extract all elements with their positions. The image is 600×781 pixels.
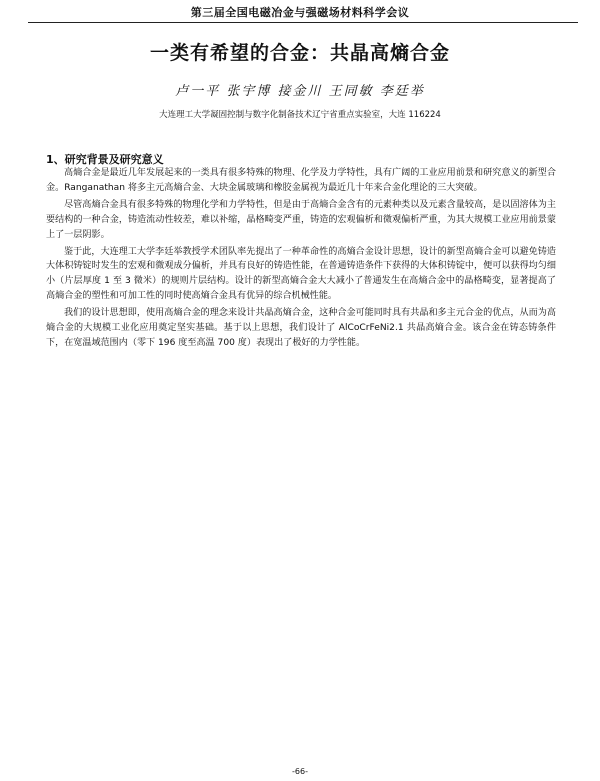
conference-header: 第三届全国电磁冶金与强磁场材料科学会议 xyxy=(190,6,410,19)
section-body xyxy=(46,166,556,353)
paper-affiliation: 大连理工大学凝固控制与数字化制备技术辽宁省重点实验室，大连 116224 xyxy=(159,110,441,120)
section-heading: 1、研究背景及研究意义 xyxy=(46,153,164,166)
paragraph-2: 尽管高熵合金具有很多特殊的物理化学和力学特性，但是由于高熵合金含有的元素种类以及元素含量较高，是以固溶体为主要结构的一种合金，铸造流动性较差，难以补缩，晶格畸变严重，铸造的宏观偏析和微观偏析严重，为其大规模工业应用前景蒙上了一层阴影。 xyxy=(46,199,556,240)
paper-authors: 卢一平 张宇博 接金川 王同敏 李廷举 xyxy=(175,84,425,99)
paper-title: 一类有希望的合金：共晶高熵合金 xyxy=(149,42,450,64)
header-rule xyxy=(28,22,578,23)
paragraph-1: 高熵合金是最近几年发展起来的一类具有很多特殊的物理、化学及力学特性，具有广阔的工业应用前景和研究意义的新型合金。Ranganathan 将多主元高熵合金、大块金属玻璃和橡胶金属视为最近几十年来合金化理论的三大突破。 xyxy=(46,168,556,193)
paragraph-3: 鉴于此，大连理工大学李廷举教授学术团队率先提出了一种革命性的高熵合金设计思想，设计的新型高熵合金可以避免铸造大体积铸锭时发生的宏观和微观成分偏析，并具有良好的铸造性能，在普通铸造条件下获得的大体积铸锭中，便可以获得均匀细小（片层厚度 1 至 3 微米）的规则片层结构。设计的新型高熵合金大大减小了普通发生在高熵合金中的晶格畸变，显著提高了高熵合金的塑性和可加工性的同时使高熵合金具有优异的综合机械性能。 xyxy=(46,246,556,302)
page-number: -66- xyxy=(292,767,308,776)
paragraph-4: 我们的设计思想即，使用高熵合金的理念来设计共晶高熵合金，这种合金可能同时具有共晶和多主元合金的优点，从而为高熵合金的大规模工业化应用奠定坚实基础。基于以上思想，我们设计了 AlCoCrFeNi2.1 共晶高熵合金。该合金在铸态铸条件下，在宽温域范围内（零下 196 度至高温 700 度）表现出了极好的力学性能。 xyxy=(46,308,556,348)
